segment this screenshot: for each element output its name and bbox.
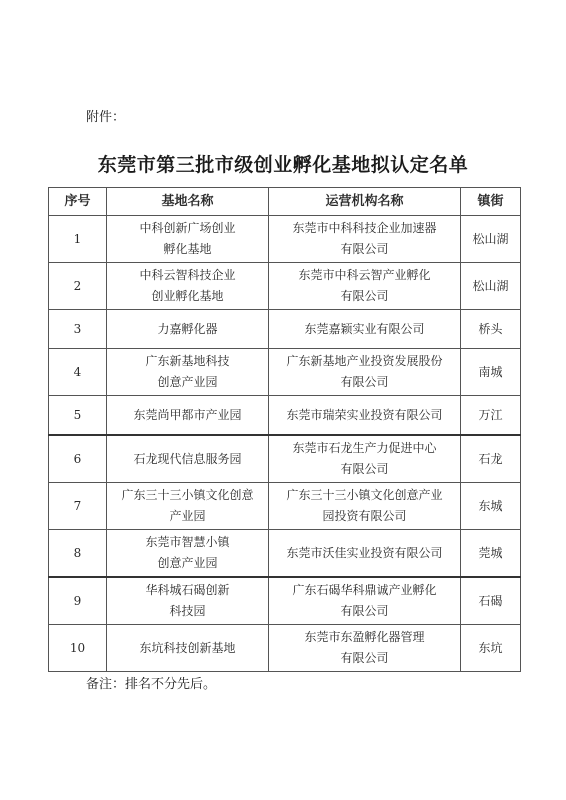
cell-seq: 5: [49, 396, 107, 436]
cell-seq: 10: [49, 625, 107, 672]
table-row: [49, 625, 521, 672]
cell-operator-name: 东莞市石龙生产力促进中心 有限公司: [269, 435, 461, 483]
cell-seq: 7: [49, 483, 107, 530]
cell-base-name: 东莞尚甲都市产业园: [107, 396, 269, 436]
cell-operator-name: 东莞市沃佳实业投资有限公司: [269, 530, 461, 578]
table-header-row: [49, 188, 521, 216]
cell-operator-name: 东莞市东盈孵化器管理 有限公司: [269, 625, 461, 672]
table-row: [49, 216, 521, 263]
cell-base-name: 中科云智科技企业 创业孵化基地: [107, 263, 269, 310]
table-row: [49, 530, 521, 578]
cell-seq: 4: [49, 349, 107, 396]
table-row: [49, 349, 521, 396]
table-row: [49, 263, 521, 310]
cell-seq: 1: [49, 216, 107, 263]
cell-base-name: 力嘉孵化器: [107, 310, 269, 349]
table-row: [49, 396, 521, 436]
cell-base-name: 东坑科技创新基地: [107, 625, 269, 672]
cell-seq: 2: [49, 263, 107, 310]
cell-seq: 3: [49, 310, 107, 349]
cell-town: 万江: [461, 396, 521, 436]
cell-operator-name: 东莞市中科科技企业加速器 有限公司: [269, 216, 461, 263]
table-row: [49, 483, 521, 530]
cell-base-name: 华科城石碣创新 科技园: [107, 577, 269, 625]
cell-operator-name: 东莞市瑞荣实业投资有限公司: [269, 396, 461, 436]
cell-operator-name: 东莞嘉颖实业有限公司: [269, 310, 461, 349]
incubator-table: [48, 187, 521, 672]
cell-operator-name: 广东三十三小镇文化创意产业 园投资有限公司: [269, 483, 461, 530]
cell-operator-name: 广东石碣华科鼎诚产业孵化 有限公司: [269, 577, 461, 625]
table-row: [49, 577, 521, 625]
cell-operator-name: 东莞市中科云智产业孵化 有限公司: [269, 263, 461, 310]
table-row: [49, 310, 521, 349]
cell-base-name: 石龙现代信息服务园: [107, 435, 269, 483]
document-title: 东莞市第三批市级创业孵化基地拟认定名单: [97, 154, 469, 176]
cell-base-name: 东莞市智慧小镇 创意产业园: [107, 530, 269, 578]
cell-base-name: 中科创新广场创业 孵化基地: [107, 216, 269, 263]
cell-base-name: 广东三十三小镇文化创意 产业园: [107, 483, 269, 530]
cell-seq: 6: [49, 435, 107, 483]
attachment-label: 附件：: [86, 110, 126, 125]
cell-seq: 8: [49, 530, 107, 578]
cell-town: 莞城: [461, 530, 521, 578]
cell-town: 东坑: [461, 625, 521, 672]
cell-town: 南城: [461, 349, 521, 396]
header-seq: 序号: [49, 188, 107, 216]
footnote: 备注：排名不分先后。: [86, 677, 217, 692]
cell-base-name: 广东新基地科技 创意产业园: [107, 349, 269, 396]
cell-town: 东城: [461, 483, 521, 530]
header-base-name: 基地名称: [107, 188, 269, 216]
cell-operator-name: 广东新基地产业投资发展股份 有限公司: [269, 349, 461, 396]
table-row: [49, 435, 521, 483]
cell-seq: 9: [49, 577, 107, 625]
header-town: 镇街: [461, 188, 521, 216]
cell-town: 松山湖: [461, 263, 521, 310]
cell-town: 石碣: [461, 577, 521, 625]
cell-town: 桥头: [461, 310, 521, 349]
cell-town: 石龙: [461, 435, 521, 483]
header-operator-name: 运营机构名称: [269, 188, 461, 216]
cell-town: 松山湖: [461, 216, 521, 263]
